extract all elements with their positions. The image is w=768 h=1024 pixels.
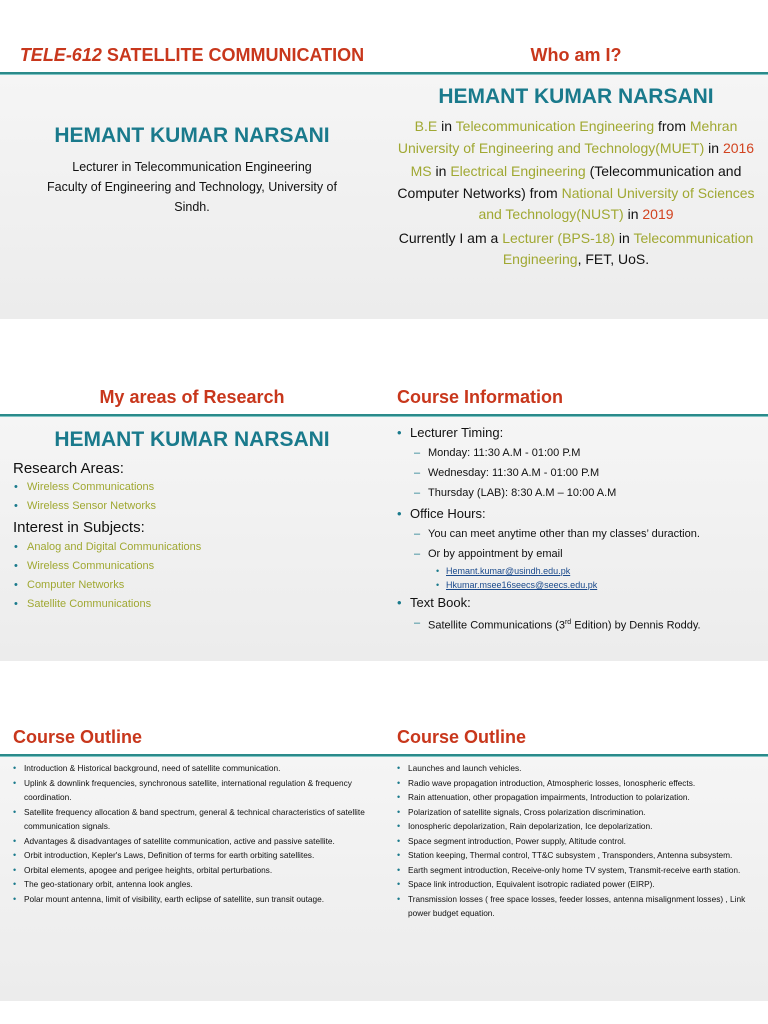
header-rule [384, 414, 768, 417]
bio-current [394, 228, 758, 271]
interest-list [13, 538, 376, 614]
year-2019: 2019 [642, 206, 674, 222]
header-rule [0, 414, 384, 417]
presenter-role: Lecturer in Telecommunication Engineering [72, 160, 312, 174]
slide-header [384, 364, 768, 414]
timing-item: – Thursday (LAB): 8:30 A.M – 10:00 A.M [396, 483, 762, 503]
university-muet: Mehran University of Engineering and Technology(MUET) [397, 118, 738, 156]
list-item: • Launches and launch vehicles. [396, 761, 760, 776]
list-item: • Space segment introduction, Power supply, Altitude control. [396, 834, 760, 849]
list-item: • Polar mount antenna, limit of visibility, earth eclipse of satellite, sun transit outage. [12, 892, 376, 907]
textbook-item [396, 613, 762, 636]
slide-header [384, 704, 768, 754]
slide-title-text: My areas of Research [99, 387, 285, 407]
slide-title-text: Course Outline [397, 727, 527, 747]
list-item: • Earth segment introduction, Receive-only home TV system, Transmit-receive earth station. [396, 863, 760, 878]
list-item: • Space link introduction, Equivalent isotropic radiated power (EIRP). [396, 877, 760, 892]
list-item: • Ionospheric depolarization, Rain depolarization, Ice depolarization. [396, 819, 760, 834]
list-item: • Radio wave propagation introduction, Atmospheric losses, Ionospheric effects. [396, 776, 760, 791]
word-in: in [708, 139, 720, 156]
slide-course-outline-1 [0, 704, 384, 1001]
word-in: in [618, 229, 630, 246]
presenter-name: HEMANT KUMAR NARSANI [54, 124, 330, 147]
outline-list [396, 761, 760, 921]
slide-research [0, 364, 384, 661]
word-from: from [658, 118, 686, 134]
timing-item: – Monday: 11:30 A.M - 01:00 P.M [396, 443, 762, 463]
textbook-title: Satellite Communications (3 [428, 619, 565, 632]
list-item: • Uplink & downlink frequencies, synchronous satellite, international regulation & frequency coordination. [12, 776, 376, 805]
department: Telecommunication Engineering [502, 229, 754, 267]
list-item: • Wireless Communications [13, 478, 376, 497]
list-item: • Polarization of satellite signals, Cross polarization discrimination. [396, 805, 760, 820]
slide-header [384, 22, 768, 72]
research-heading: Research Areas: [13, 460, 124, 477]
office-item: – You can meet anytime other than my classes’ duraction. [396, 524, 762, 544]
list-item: • Rain attenuation, other propagation impairments, Introduction to polarization. [396, 790, 760, 805]
header-rule [384, 754, 768, 757]
timing-item: – Wednesday: 11:30 A.M - 01:00 P.M [396, 463, 762, 483]
slide-title-text [0, 45, 384, 66]
bio-be [394, 116, 758, 159]
list-item: • Wireless Communications [13, 557, 376, 576]
email-link[interactable]: • Hemant.kumar@usindh.edu.pk [396, 564, 762, 578]
year-2016: 2016 [722, 139, 755, 156]
slide-title-text: Who am I? [530, 45, 622, 65]
list-item: • Satellite frequency allocation & band spectrum, general & technical characteristics of satellite communication signals. [12, 805, 376, 834]
word-in: in [627, 206, 639, 222]
list-item: • Station keeping, Thermal control, TT&C subsystem , Transponders, Antenna subsystem. [396, 848, 760, 863]
interest-heading: Interest in Subjects: [13, 519, 145, 536]
list-item: • Satellite Communications [13, 595, 376, 614]
timing-label: • Lecturer Timing: [396, 422, 762, 443]
degree-be: B.E [414, 118, 438, 134]
list-item: • Advantages & disadvantages of satellite communication, active and passive satellite. [12, 834, 376, 849]
header-rule [0, 754, 384, 757]
presenter-name: HEMANT KUMAR NARSANI [54, 428, 330, 451]
slide-course-info [384, 364, 768, 661]
list-item: • Orbit introduction, Kepler's Laws, Definition of terms for earth orbiting satellites. [12, 848, 376, 863]
slide-header [0, 22, 384, 72]
presenter-university: Sindh. [174, 200, 210, 214]
university-nust: National University of Sciences and Technology(NUST) [478, 184, 755, 222]
institution-tail: , FET, UoS. [577, 251, 650, 267]
presenter-name: HEMANT KUMAR NARSANI [438, 85, 714, 108]
textbook-label: • Text Book: [396, 592, 762, 613]
course-info-list [396, 422, 762, 636]
list-item: • Computer Networks [13, 576, 376, 595]
slide-who-am-i [384, 22, 768, 319]
specialization: (Telecommunication and Computer Networks) from [397, 163, 742, 201]
currently-text: Currently I am a [398, 229, 499, 246]
email-link[interactable]: • Hkumar.msee16seecs@seecs.edu.pk [396, 578, 762, 592]
degree-ms: MS [410, 163, 432, 179]
slide-course-outline-2 [384, 704, 768, 1001]
list-item: • Orbital elements, apogee and perigee heights, orbital perturbations. [12, 863, 376, 878]
course-code: TELE-612 [19, 45, 102, 65]
slide-header [0, 704, 384, 754]
presenter-faculty: Faculty of Engineering and Technology, University of [47, 180, 337, 194]
course-name: SATELLITE COMMUNICATION [106, 45, 365, 65]
list-item: • Analog and Digital Communications [13, 538, 376, 557]
list-item: • Introduction & Historical background, need of satellite communication. [12, 761, 376, 776]
position: Lecturer (BPS-18) [502, 229, 616, 246]
word-in: in [435, 163, 447, 179]
field-ee: Electrical Engineering [450, 163, 586, 179]
slide-title [0, 22, 384, 319]
office-item: – Or by appointment by email [396, 544, 762, 564]
outline-list [12, 761, 376, 906]
header-rule [0, 72, 384, 75]
list-item: • The geo-stationary orbit, antenna look angles. [12, 877, 376, 892]
slide-header [0, 364, 384, 414]
bio-text [394, 116, 758, 271]
field-telecom: Telecommunication Engineering [455, 118, 655, 134]
header-rule [384, 72, 768, 75]
textbook-author: Edition) by Dennis Roddy. [571, 619, 701, 632]
list-item: • Transmission losses ( free space losses, feeder losses, antenna misalignment losses) , Link power budget equation. [396, 892, 760, 921]
list-item: • Wireless Sensor Networks [13, 497, 376, 516]
office-label: • Office Hours: [396, 503, 762, 524]
slide-title-text: Course Information [397, 387, 564, 407]
word-in: in [441, 118, 453, 134]
edition-superscript: rd [564, 619, 572, 626]
bio-ms [394, 161, 758, 226]
research-list [13, 478, 376, 516]
slide-title-text: Course Outline [13, 727, 143, 747]
